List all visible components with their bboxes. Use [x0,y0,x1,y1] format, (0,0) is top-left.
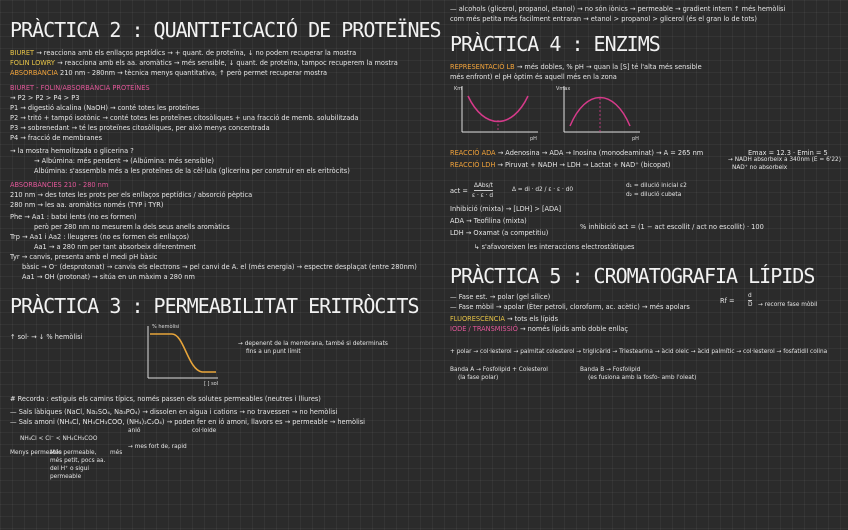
permeability-sub: Menys permeable [10,450,62,456]
biuret-section-heading: BIURET - FOLIN/ABSORBÀNCIA PROTEÏNES [10,84,150,92]
graph-note: → depenent de la membrana, també si determinats [238,341,388,347]
alcohols-line: — alcohols (glicerol, propanol, etanol) → no són iònics → permeable → gradient intern ↑ més hemòlisi [450,5,786,13]
phases-block [450,292,842,338]
trp-line: Trp → Aa1 i Aa2 : lleugeres (no es formen els enllaços) [10,233,190,241]
folin-text: → reacciona amb els aa. aromàtics → més sensible, ↓ quant. de proteïna, tampoc recuperem la mostra [57,59,398,67]
ldh-inhibitor: LDH → Oxamat (a competitiu) [450,229,549,237]
band-a-note: (la fase polar) [458,375,499,381]
absorbance-heading: ABSORBÀNCIES 210 - 280 nm [10,181,109,189]
km-y-label: Km [454,86,463,92]
fluo-text: → tots els lípids [506,315,559,323]
solute-arrow: ↑ sol· → ↓ % hemòlisi [10,333,83,341]
km-curve [468,96,528,122]
phe-line: Phe → Aa1 : batxi lents (no es formen) [10,213,137,221]
hemolysis-curve [150,334,216,372]
abs-key: ABSORBÀNCIA [10,69,58,77]
trp-line: Aa1 → a 280 nm per tant absorbeix diferentment [34,243,197,251]
ldh-text: → Piruvat + NADH → LDH → Lactat + NAD⁺ (bicopat) [497,161,671,169]
km-x-label: pH [530,136,537,142]
phase-line: — Fase est. → polar (gel sílice) [450,293,551,301]
ammonium-order-note: → mes fort de, rapid [128,444,187,450]
act-r1: d₁ = dilució inicial ε2 [626,183,687,189]
inhibition-block [450,214,842,242]
iod-text: → només lípids amb doble enllaç [520,325,628,333]
fraction-item: P1 → digestió alcalina (NaOH) → conté totes les proteïnes [10,104,200,112]
recorda-note: # Recorda : estiguis els camins típics, només passen els solutes permeables (neutres i lliures) [10,395,321,403]
band-b: Banda B → Fosfolipid [580,367,641,373]
ada-inhibitor: ADA → Teofilina (mixta) [450,217,527,225]
repr-key: REPRESENTACIÓ LB [450,63,515,71]
graph-note: fins a un punt límit [246,349,301,355]
biuret-text: → reacciona amb els enllaços peptídics → + quant. de proteïna, ↓ no podem recuperar la mostra [36,49,357,57]
practica2-title: PRÀCTICA 2 : QUANTIFICACIÓ DE PROTEÏNES [10,18,441,42]
phe-line: però per 280 nm no mesurem la dels seus anells aromàtics [34,223,230,231]
enzyme-graphs [450,82,842,144]
rf-num: d [748,293,752,299]
fluo-key: FLUORESCÈNCIA [450,315,505,323]
biuret-key: BIURET [10,49,35,57]
practica5-title: PRÀCTICA 5 : CROMATOGRAFIA LÍPIDS [450,264,815,288]
practica3-title: PRÀCTICA 3 : PERMEABILITAT ERITRÒCITS [10,294,419,318]
phase-line: — Fase mòbil → apolar (Èter petroli, cloroform, ac. acètic) → més apolars [450,303,690,311]
inhibition-formula: % inhibició act = (1 − act escollit / act no escollit) · 100 [580,223,764,231]
sample-answer: → Albúmina: més pendent → (Albúmina: més sensible) [34,157,214,165]
tyr-line: Tyr → canvis, presenta amb el medi pH bàsic [10,253,158,261]
permeability-sub: Més permeable, més petit, pocs aa. del H⁺ o sigui permeable [50,450,106,480]
inhibition-note: ↳ s'afavoreixen les interaccions electrostàtiques [474,243,635,251]
repr-text: més enfront) el pH òptim és aquell més en la zona [450,73,617,81]
act-left: act = [450,187,468,195]
ldh-note: NAD⁺ no absorbeix [732,165,788,171]
activity-formula [450,180,842,202]
lipid-order: + polar → col·lesterol → palmitat colesterol → triglicèrid → Triestearina → àcid oleic → àcid palmític → col·lesterol → fosfatidil colina [450,349,828,355]
alcohols-line: com més petita més facilment entraran → etanol > propanol > glicerol (és el gran lo de tots) [450,15,757,23]
act-mid: Δ = di · d2 / ε · ε · d0 [512,187,574,193]
fraction-item: P2 → tritó + tampó isotònic → conté totes les proteïnes citosòliques + una fracció de memb. solubilitzada [10,114,359,122]
act-den: ε · ε · d [472,193,494,199]
sample-question: → la mostra hemolitzada o glicerina ? [10,147,134,155]
methods-block [10,48,435,78]
iod-key: IODE / TRANSMISSIÓ [450,325,518,333]
order-block [10,435,435,480]
repr-text: → més dobles, % pH → quan la [S] té l'alta més sensible [516,63,702,71]
ldh-reaction [450,157,842,180]
reac-key: REACCIÓ ADA [450,149,496,157]
fraction-order: → P2 > P2 > P4 > P3 [10,94,80,102]
act-num: ΔAbs/t [474,183,493,189]
km-graph [454,82,544,142]
rf-den: D [748,302,753,308]
inhibition-heading: Inhibició (mixta) → [LDH] > [ADA] [450,205,562,213]
rf-note: → recorre fase mòbil [758,302,818,308]
abs-text: 210 nm - 280nm → tècnica menys quantitativa, ↑ però permet recuperar mostra [60,69,328,77]
reac-text: → Adenosina → ADA → Inosina (monodeaminat) → A = 265 nm [497,149,704,157]
vmax-graph [556,82,646,142]
right-column [450,0,842,392]
absorbance-line: 210 nm → des totes les prots per els enllaços peptídics / absorció pèptica [10,191,253,199]
ammonium-order: NH₄Cl < Cl⁻ < NH₄CH₃COO [20,436,98,442]
graph-x-label: [ ] sol [204,381,219,386]
sample-answer: Albúmina: s'assembla més a les proteïnes de la cèl·lula (glicerina per construir en els eritròcits) [34,167,350,175]
hemolysis-graph [138,322,258,386]
act-r2: d₂ = dilució cubeta [626,192,682,198]
fraction-item: P3 → sobrenedant → té les proteïnes citosòliques, per això menys concentrada [10,124,270,132]
band-a: Banda A → Fosfolipid + Colesterol [450,367,548,373]
bands-block [450,366,842,392]
tyr-line: Aa1 → OH (protonat) → sitúa en un màxim a 280 nm [22,273,195,281]
ldh-note: → NADH absorbeix a 340nm (E = 6'22) [728,157,841,163]
anion-note: anió [128,428,141,434]
ldh-key: REACCIÓ LDH [450,161,496,169]
graph-y-label: % hemòlisi [152,324,180,330]
permeability-sub: més [110,450,123,456]
salts-line: — Sals làbiques (NaCl, Na₂SO₄, Na₃PO₄) → dissolen en aigua i cations → no travessen → no hemòlisi [10,408,338,416]
ammonium-block [10,417,435,435]
salts-line: — Sals amoni (NH₄Cl, NH₄CH₃COO, (NH₄)₂C₂O₄) → poden fer en ió amoni, llavors es → permeable → hemòlisi [10,418,366,426]
folin-key: FOLIN LOWRY [10,59,55,67]
absorbance-line: 280 nm → les aa. aromàtics només (TYP i TYR) [10,201,164,209]
fraction-item: P4 → fracció de membranes [10,134,103,142]
left-column [10,0,441,480]
vmax-x-label: pH [632,136,639,142]
reac-num: Emax = 12.3 · Emin = 5 [748,149,828,157]
tyr-line: bàsic → O⁻ (desprotonat) → canvia els electrons → pel canvi de A. el (més energia) → espectre desplaçat (entre 280nm) [22,263,417,271]
vmax-y-label: Vmax [556,86,571,92]
band-b-note: (es fusiona amb la fosfo- amb l'oleat) [588,375,697,381]
colloid-note: col·loide [192,428,217,434]
rf-label: Rf = [720,297,735,305]
practica4-title: PRÀCTICA 4 : ENZIMS [450,32,660,56]
permeability-graph-block [10,322,435,386]
